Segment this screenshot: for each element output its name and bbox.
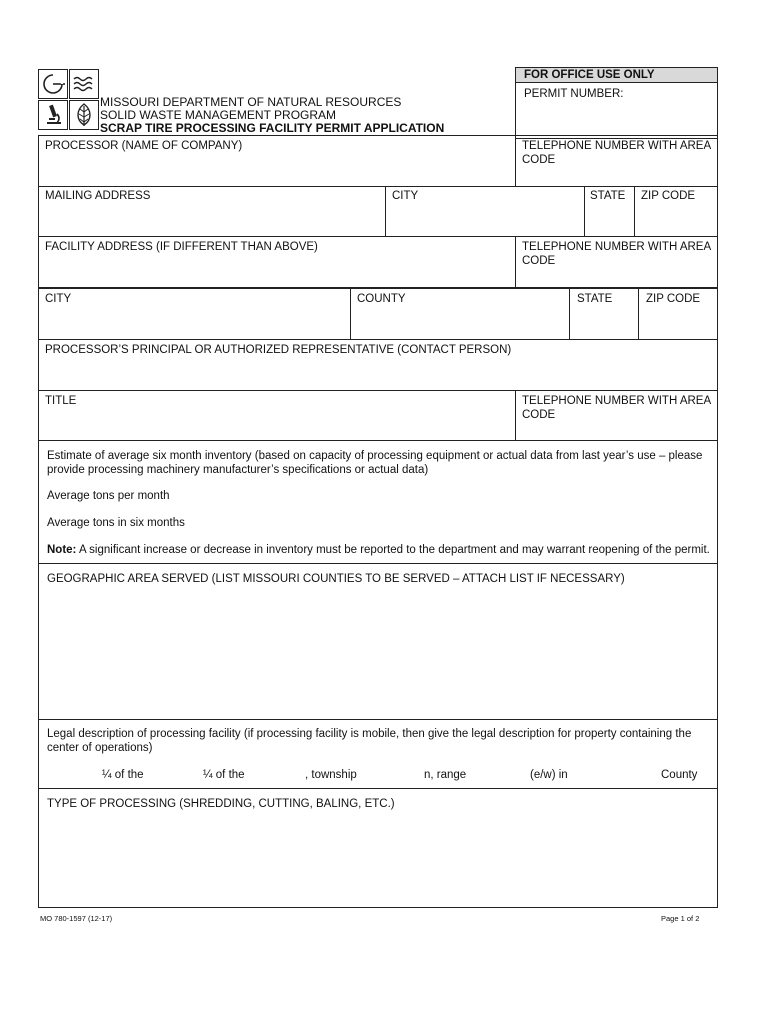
program-name: SOLID WASTE MANAGEMENT PROGRAM — [100, 108, 337, 122]
range-label: n, range — [424, 769, 467, 781]
state1-label: STATE — [590, 190, 626, 202]
processor-label: PROCESSOR (NAME OF COMPANY) — [45, 140, 243, 152]
city1-field[interactable] — [387, 204, 583, 235]
phone2-label: TELEPHONE NUMBER WITH AREA CODE — [522, 241, 711, 267]
tons-six-months-label: Average tons in six months — [47, 517, 185, 529]
geographic-label: GEOGRAPHIC AREA SERVED (LIST MISSOURI COUNTIES TO BE SERVED – ATTACH LIST IF NECESSARY) — [47, 573, 625, 585]
phone3-label: TELEPHONE NUMBER WITH AREA CODE — [522, 395, 711, 421]
phone2-field[interactable] — [517, 269, 716, 286]
agency-name: MISSOURI DEPARTMENT OF NATURAL RESOURCES — [100, 95, 402, 109]
zip1-label: ZIP CODE — [641, 190, 696, 202]
city1-label: CITY — [392, 190, 419, 202]
permit-number-field[interactable] — [516, 102, 717, 138]
tons-six-months-field[interactable] — [190, 514, 490, 530]
phone1-label: TELEPHONE NUMBER WITH AREA CODE — [522, 140, 711, 166]
form-number: MO 780-1597 (12-17) — [40, 914, 113, 923]
quarter1-label: ¼ of the — [102, 769, 144, 781]
title-label: TITLE — [45, 395, 77, 407]
state2-field[interactable] — [571, 307, 637, 338]
contact-field[interactable] — [40, 358, 716, 389]
city2-label: CITY — [45, 293, 72, 305]
range-field[interactable] — [470, 766, 525, 782]
contact-label: PROCESSOR’S PRINCIPAL OR AUTHORIZED REPRESENTATIVE (CONTACT PERSON) — [45, 344, 512, 356]
mailing-address-label: MAILING ADDRESS — [45, 190, 151, 202]
dnr-logo-icon — [38, 69, 68, 99]
permit-number-label: PERMIT NUMBER: — [524, 88, 624, 100]
processor-field[interactable] — [40, 154, 513, 185]
facility-address-label: FACILITY ADDRESS (IF DIFFERENT THAN ABOVE) — [45, 241, 318, 253]
microscope-icon — [38, 100, 68, 130]
title-field[interactable] — [40, 409, 513, 439]
tons-per-month-field[interactable] — [175, 487, 475, 503]
legal-county-label: County — [661, 769, 698, 781]
zip1-field[interactable] — [636, 204, 716, 235]
page-number: Page 1 of 2 — [661, 914, 700, 923]
note-text: A significant increase or decrease in inventory must be reported to the department and may warrant reopening of the permit. — [76, 544, 710, 556]
quarter2-label: ¼ of the — [203, 769, 245, 781]
zip2-label: ZIP CODE — [646, 293, 701, 305]
county-field[interactable] — [352, 307, 568, 338]
state1-field[interactable] — [586, 204, 633, 235]
leaf-icon — [69, 100, 99, 130]
township-field[interactable] — [360, 766, 420, 782]
tons-per-month-label: Average tons per month — [47, 490, 170, 502]
zip2-field[interactable] — [640, 307, 716, 338]
legal-county-field[interactable] — [575, 766, 655, 782]
section-field[interactable] — [250, 766, 305, 782]
township-label: , township — [305, 769, 357, 781]
phone3-field[interactable] — [517, 423, 716, 439]
state2-label: STATE — [577, 293, 613, 305]
water-waves-icon — [69, 69, 99, 99]
inventory-intro: Estimate of average six month inventory (based on capacity of processing equipment or actual data from last year’s use – please provide processing machinery manufacturer’s specifications or actual data) — [47, 450, 703, 476]
legal-intro: Legal description of processing facility (if processing facility is mobile, then give the legal description for property containing the center of operations) — [47, 728, 692, 754]
geographic-field[interactable] — [40, 590, 716, 718]
quarter1-field[interactable] — [47, 766, 97, 782]
processing-field[interactable] — [40, 815, 716, 907]
facility-address-field[interactable] — [40, 255, 513, 286]
quarter2-field[interactable] — [150, 766, 200, 782]
office-use-heading: FOR OFFICE USE ONLY — [524, 69, 655, 81]
county-label: COUNTY — [357, 293, 406, 305]
form-title: SCRAP TIRE PROCESSING FACILITY PERMIT APPLICATION — [100, 121, 445, 135]
note-label: Note: — [47, 544, 77, 556]
phone1-field[interactable] — [517, 168, 716, 185]
city2-field[interactable] — [40, 307, 348, 338]
inventory-note — [47, 543, 710, 557]
mailing-address-field[interactable] — [40, 204, 383, 235]
ew-label: (e/w) in — [530, 769, 568, 781]
processing-label: TYPE OF PROCESSING (SHREDDING, CUTTING, BALING, ETC.) — [47, 798, 395, 810]
